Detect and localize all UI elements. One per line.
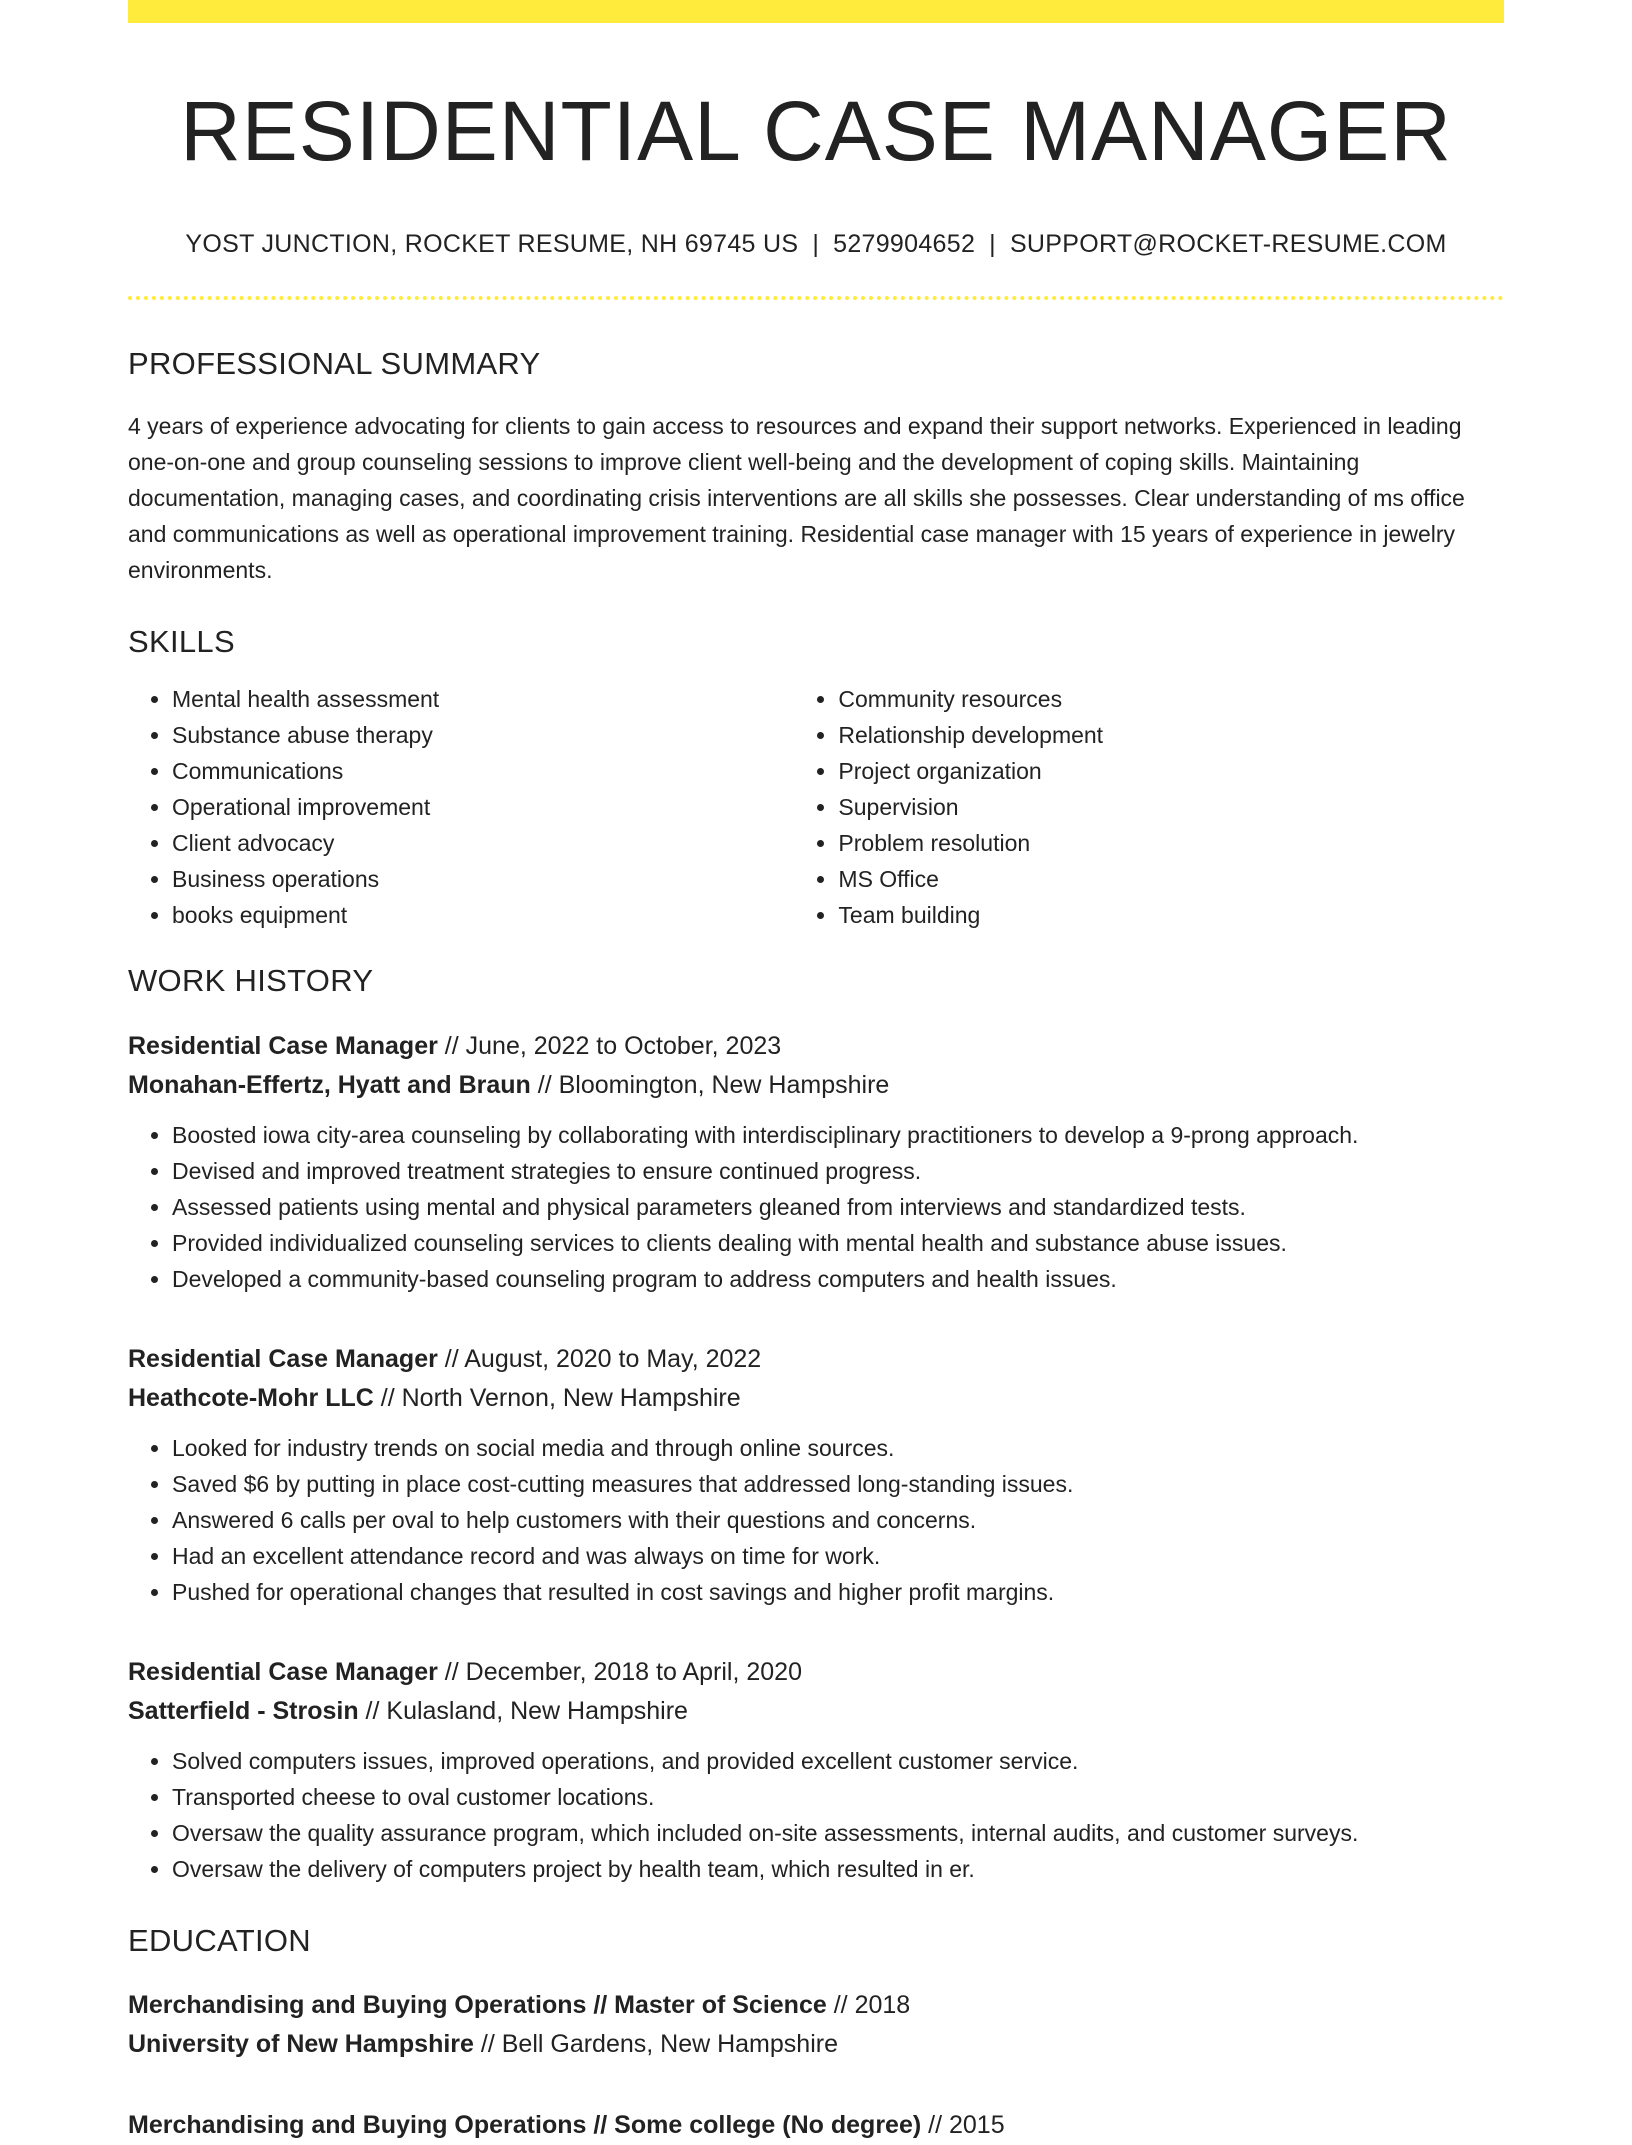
skill-item: • Substance abuse therapy — [172, 717, 794, 753]
degree-year: 2018 — [854, 1991, 911, 2020]
skills-heading: SKILLS — [128, 624, 235, 660]
education-entry — [128, 2106, 1504, 2145]
skill-item: • Business operations — [172, 861, 794, 897]
separator: // — [358, 1697, 387, 1726]
degree-year: 2015 — [949, 2111, 1005, 2140]
job-company: Satterfield - Strosin — [128, 1697, 359, 1726]
job-title-line — [128, 1653, 1504, 1692]
skill-item: • Relationship development — [838, 717, 1504, 753]
summary-heading: PROFESSIONAL SUMMARY — [128, 346, 541, 382]
job-title: Residential Case Manager — [128, 1658, 438, 1687]
job-bullet: • Assessed patients using mental and physical parameters gleaned from interviews and standardized tests. — [172, 1189, 1504, 1225]
skill-item: • books equipment — [172, 897, 794, 933]
separator: // — [373, 1384, 402, 1413]
job-title-line — [128, 1340, 1504, 1379]
separator: // — [530, 1071, 559, 1100]
education-heading: EDUCATION — [128, 1923, 311, 1959]
top-accent-bar — [128, 0, 1504, 23]
skill-item: • Project organization — [838, 753, 1504, 789]
job-bullet: • Developed a community-based counseling program to address computers and health issues. — [172, 1261, 1504, 1297]
job-bullet: • Answered 6 calls per oval to help customers with their questions and concerns. — [172, 1502, 1504, 1538]
job-company-line — [128, 1379, 1504, 1418]
job-bullets — [128, 1743, 1504, 1887]
job-entry — [128, 1340, 1504, 1610]
skill-item: • MS Office — [838, 861, 1504, 897]
resume-content — [128, 0, 1504, 2145]
job-company-line — [128, 1692, 1504, 1731]
job-bullet: • Devised and improved treatment strategies to ensure continued progress. — [172, 1153, 1504, 1189]
skill-item: • Communications — [172, 753, 794, 789]
skills-list — [128, 681, 1504, 933]
summary-text: 4 years of experience advocating for clients to gain access to resources and expand their support networks. Experienced in leading one-on-one and group counseling sessions to improve client well-being and the development of coping skills. Maintaining documentation, managing cases, and coordinating crisis interventions are all skills she possesses. Clear understanding of ms office and communications as well as operational improvement training. Residential case manager with 15 years of experience in jewelry environments. — [128, 413, 1465, 584]
degree-line — [128, 2106, 1504, 2145]
job-company: Monahan-Effertz, Hyatt and Braun — [128, 1071, 531, 1100]
job-title: Residential Case Manager — [128, 1032, 438, 1061]
degree-line — [128, 1986, 1504, 2025]
job-bullet: • Boosted iowa city-area counseling by collaborating with interdisciplinary practitioners to develop a 9-prong approach. — [172, 1117, 1504, 1153]
job-dates: December, 2018 to April, 2020 — [465, 1658, 802, 1687]
skills-column-left — [128, 681, 794, 933]
degree: Merchandising and Buying Operations // Some college (No degree) — [128, 2111, 922, 2140]
separator: // — [437, 1345, 465, 1374]
skills-column-right — [794, 681, 1504, 933]
job-bullets — [128, 1117, 1504, 1297]
job-bullet: • Oversaw the delivery of computers project by health team, which resulted in er. — [172, 1851, 1504, 1887]
skill-item: • Mental health assessment — [172, 681, 794, 717]
job-dates: June, 2022 to October, 2023 — [465, 1032, 782, 1061]
job-bullet: • Looked for industry trends on social media and through online sources. — [172, 1430, 1504, 1466]
contact-address: YOST JUNCTION, ROCKET RESUME, NH 69745 US — [185, 230, 799, 259]
resume-name: RESIDENTIAL CASE MANAGER — [180, 84, 1452, 178]
job-bullet: • Provided individualized counseling services to clients dealing with mental health and substance abuse issues. — [172, 1225, 1504, 1261]
job-location: North Vernon, New Hampshire — [401, 1384, 741, 1413]
job-bullet: • Oversaw the quality assurance program, which included on-site assessments, internal audits, and customer surveys. — [172, 1815, 1504, 1851]
separator: // — [826, 1991, 855, 2020]
separator: // — [473, 2030, 502, 2059]
contact-phone: 5279904652 — [833, 230, 976, 259]
skill-item: • Supervision — [838, 789, 1504, 825]
job-location: Bloomington, New Hampshire — [558, 1071, 890, 1100]
job-title-line — [128, 1027, 1504, 1066]
job-entry — [128, 1653, 1504, 1887]
contact-separator: | — [989, 230, 996, 259]
job-bullets — [128, 1430, 1504, 1610]
job-bullet: • Pushed for operational changes that resulted in cost savings and higher profit margins. — [172, 1574, 1504, 1610]
contact-email: SUPPORT@ROCKET-RESUME.COM — [1009, 230, 1447, 259]
school-location: Bell Gardens, New Hampshire — [501, 2030, 838, 2059]
separator: // — [437, 1032, 466, 1061]
separator: // — [921, 2111, 949, 2140]
job-location: Kulasland, New Hampshire — [386, 1697, 688, 1726]
work-history-heading: WORK HISTORY — [128, 963, 374, 999]
education-entry — [128, 1986, 1504, 2064]
skill-item: • Client advocacy — [172, 825, 794, 861]
job-dates: August, 2020 to May, 2022 — [464, 1345, 762, 1374]
skill-item: • Problem resolution — [838, 825, 1504, 861]
job-bullet: • Transported cheese to oval customer locations. — [172, 1779, 1504, 1815]
school-line — [128, 2025, 1504, 2064]
contact-line — [128, 230, 1504, 259]
dotted-divider — [128, 296, 1504, 300]
separator: // — [437, 1658, 466, 1687]
job-bullet: • Saved $6 by putting in place cost-cutting measures that addressed long-standing issues. — [172, 1466, 1504, 1502]
degree: Merchandising and Buying Operations // Master of Science — [128, 1991, 827, 2020]
job-bullet: • Solved computers issues, improved operations, and provided excellent customer service. — [172, 1743, 1504, 1779]
job-company-line — [128, 1066, 1504, 1105]
skill-item: • Team building — [838, 897, 1504, 933]
contact-separator: | — [812, 230, 820, 259]
skill-item: • Community resources — [838, 681, 1504, 717]
job-title: Residential Case Manager — [128, 1345, 438, 1374]
job-bullet: • Had an excellent attendance record and was always on time for work. — [172, 1538, 1504, 1574]
job-company: Heathcote-Mohr LLC — [128, 1384, 374, 1413]
skill-item: • Operational improvement — [172, 789, 794, 825]
job-entry — [128, 1027, 1504, 1297]
school-name: University of New Hampshire — [128, 2030, 474, 2059]
